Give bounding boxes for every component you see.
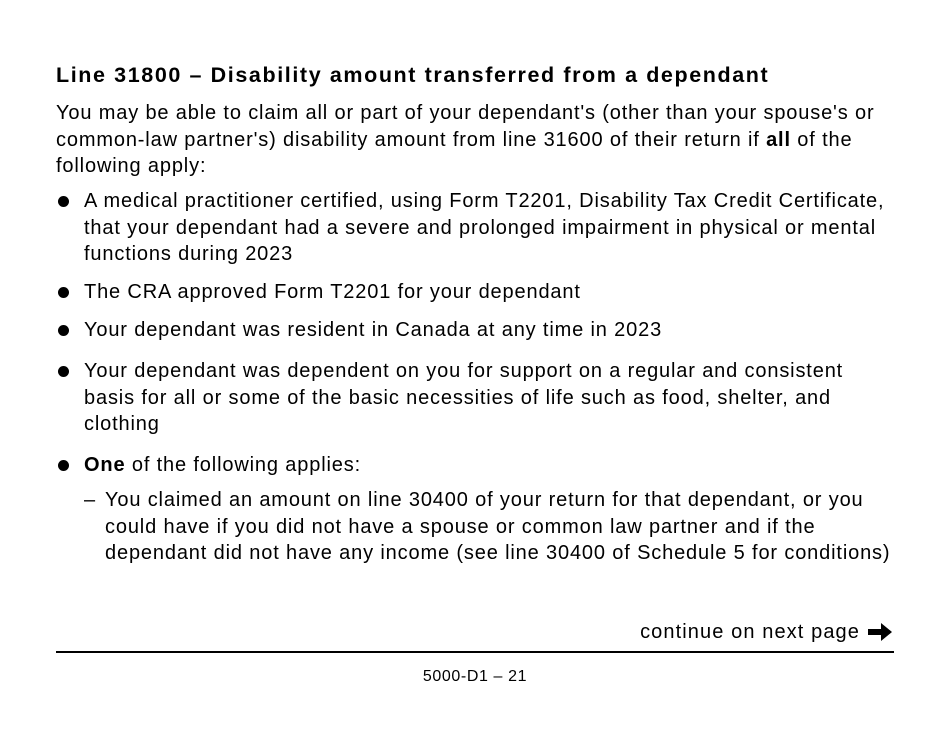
continue-on-next-page	[640, 619, 894, 645]
bullet-dot-icon	[58, 460, 69, 471]
bullet-item	[56, 452, 894, 479]
section-heading: Line 31800 – Disability amount transferred from a dependant	[56, 63, 770, 87]
bullet-item	[56, 279, 894, 306]
intro-paragraph	[56, 100, 894, 180]
arrow-right-icon	[866, 620, 894, 644]
continue-text: continue on next page	[640, 621, 860, 643]
bullet-text: A medical practitioner certified, using Form T2201, Disability Tax Credit Certificate, that your dependant had a severe and prolonged impairment in physical or mental functions during 2023	[84, 190, 885, 265]
sub-item-dash: –	[84, 489, 96, 511]
bullet-bold-word: One	[84, 454, 126, 476]
page-footer: 5000-D1 – 21	[422, 668, 528, 685]
intro-bold-word: all	[766, 128, 791, 151]
bullet-item	[56, 358, 894, 438]
intro-text-after: of the following apply:	[56, 128, 853, 177]
bullet-text: Your dependant was resident in Canada at any time in 2023	[84, 319, 663, 341]
bullet-dot-icon	[58, 196, 69, 207]
intro-text-before: You may be able to claim all or part of your dependant's (other than your spouse's or common-law partner's) disability amount from line 31600 of their return if	[56, 102, 875, 151]
bullet-item	[56, 317, 894, 344]
footer-divider	[56, 651, 894, 653]
bullet-text	[84, 452, 894, 479]
bullet-dot-icon	[58, 325, 69, 336]
bullet-item	[56, 188, 894, 268]
bullet-text: The CRA approved Form T2201 for your dependant	[84, 281, 581, 303]
bullet-text-after: of the following applies:	[125, 454, 362, 476]
bullet-dot-icon	[58, 287, 69, 298]
bullet-dot-icon	[58, 366, 69, 377]
sub-item	[84, 487, 894, 567]
bullet-text: Your dependant was dependent on you for support on a regular and consistent basis for all or some of the basic necessities of life such as food, shelter, and clothing	[84, 360, 844, 435]
sub-item-text: You claimed an amount on line 30400 of your return for that dependant, or you could have if you did not have a spouse or common law partner and if the dependant did not have any income (see line 30400 of Schedule 5 for conditions)	[105, 489, 891, 564]
